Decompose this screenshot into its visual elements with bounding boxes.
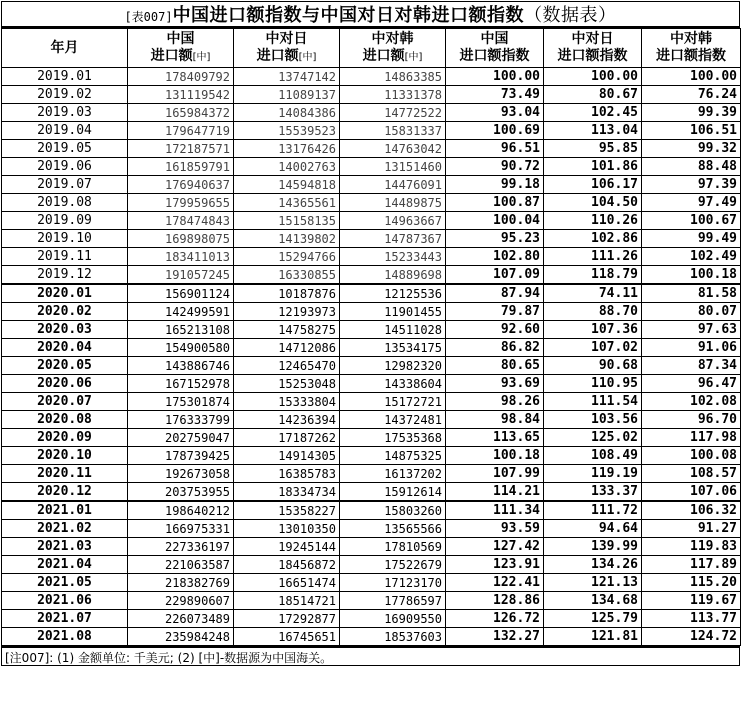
kr-import-value: 14963667 (340, 212, 446, 230)
jp-index-value: 111.72 (544, 501, 642, 520)
row-date: 2021.02 (2, 520, 128, 538)
table-row (2, 610, 741, 628)
cn-index-value: 132.27 (446, 628, 544, 646)
jp-index-value: 94.64 (544, 520, 642, 538)
jp-index-value: 102.45 (544, 104, 642, 122)
jp-index-value: 110.95 (544, 375, 642, 393)
kr-import-value: 14338604 (340, 375, 446, 393)
jp-index-value: 80.67 (544, 86, 642, 104)
jp-index-value: 101.86 (544, 158, 642, 176)
row-date: 2019.01 (2, 68, 128, 86)
row-date: 2020.12 (2, 483, 128, 502)
jp-index-value: 74.11 (544, 284, 642, 303)
jp-index-value: 134.26 (544, 556, 642, 574)
kr-import-value: 11331378 (340, 86, 446, 104)
jp-index-value: 125.02 (544, 429, 642, 447)
cn-import-value: 179647719 (128, 122, 234, 140)
kr-index-value: 80.07 (642, 303, 741, 321)
kr-index-value: 99.32 (642, 140, 741, 158)
row-date: 2021.01 (2, 501, 128, 520)
header-cn-import: 中国 进口额[中] (128, 29, 234, 68)
table-row (2, 194, 741, 212)
jp-import-value: 15158135 (234, 212, 340, 230)
kr-import-value: 17522679 (340, 556, 446, 574)
kr-import-value: 15233443 (340, 248, 446, 266)
table-row (2, 375, 741, 393)
kr-import-value: 13534175 (340, 339, 446, 357)
cn-import-value: 161859791 (128, 158, 234, 176)
kr-import-value: 15803260 (340, 501, 446, 520)
kr-import-value: 12125536 (340, 284, 446, 303)
cn-import-value: 183411013 (128, 248, 234, 266)
table-row (2, 628, 741, 646)
row-date: 2021.03 (2, 538, 128, 556)
kr-import-value: 14787367 (340, 230, 446, 248)
kr-index-value: 99.49 (642, 230, 741, 248)
kr-index-value: 91.27 (642, 520, 741, 538)
table-row (2, 212, 741, 230)
jp-index-value: 118.79 (544, 266, 642, 285)
kr-index-value: 97.63 (642, 321, 741, 339)
row-date: 2020.07 (2, 393, 128, 411)
cn-index-value: 73.49 (446, 86, 544, 104)
jp-index-value: 106.17 (544, 176, 642, 194)
cn-import-value: 169898075 (128, 230, 234, 248)
row-date: 2020.09 (2, 429, 128, 447)
kr-index-value: 100.08 (642, 447, 741, 465)
jp-import-value: 15253048 (234, 375, 340, 393)
kr-import-value: 11901455 (340, 303, 446, 321)
cn-index-value: 93.04 (446, 104, 544, 122)
kr-index-value: 102.49 (642, 248, 741, 266)
footnote: [注007]: (1) 金额单位: 千美元; (2) [中]-数据源为中国海关。 (1, 646, 740, 666)
cn-index-value: 86.82 (446, 339, 544, 357)
cn-index-value: 122.41 (446, 574, 544, 592)
cn-import-value: 192673058 (128, 465, 234, 483)
jp-import-value: 15358227 (234, 501, 340, 520)
table-row (2, 68, 741, 86)
cn-import-value: 227336197 (128, 538, 234, 556)
header-kr-import: 中对韩 进口额[中] (340, 29, 446, 68)
jp-index-value: 95.85 (544, 140, 642, 158)
jp-import-value: 16385783 (234, 465, 340, 483)
table-row (2, 86, 741, 104)
cn-index-value: 113.65 (446, 429, 544, 447)
table-row (2, 556, 741, 574)
table-row (2, 520, 741, 538)
table-row (2, 284, 741, 303)
kr-index-value: 88.48 (642, 158, 741, 176)
row-date: 2019.05 (2, 140, 128, 158)
jp-index-value: 139.99 (544, 538, 642, 556)
table-tag: [表007] (124, 10, 173, 24)
table-row (2, 122, 741, 140)
cn-import-value: 178409792 (128, 68, 234, 86)
cn-index-value: 100.00 (446, 68, 544, 86)
data-sheet (1, 1, 740, 666)
cn-index-value: 127.42 (446, 538, 544, 556)
jp-import-value: 15539523 (234, 122, 340, 140)
cn-import-value: 198640212 (128, 501, 234, 520)
kr-index-value: 97.49 (642, 194, 741, 212)
cn-import-value: 191057245 (128, 266, 234, 285)
cn-import-value: 203753955 (128, 483, 234, 502)
cn-index-value: 90.72 (446, 158, 544, 176)
table-row (2, 429, 741, 447)
row-date: 2019.09 (2, 212, 128, 230)
cn-index-value: 95.23 (446, 230, 544, 248)
row-date: 2020.04 (2, 339, 128, 357)
jp-import-value: 14594818 (234, 176, 340, 194)
kr-index-value: 99.39 (642, 104, 741, 122)
table-row (2, 266, 741, 285)
row-date: 2019.12 (2, 266, 128, 285)
cn-index-value: 100.18 (446, 447, 544, 465)
jp-import-value: 16651474 (234, 574, 340, 592)
jp-index-value: 104.50 (544, 194, 642, 212)
jp-index-value: 113.04 (544, 122, 642, 140)
row-date: 2020.08 (2, 411, 128, 429)
jp-index-value: 88.70 (544, 303, 642, 321)
table-row (2, 176, 741, 194)
table-row (2, 248, 741, 266)
table-row (2, 357, 741, 375)
kr-index-value: 115.20 (642, 574, 741, 592)
jp-index-value: 111.26 (544, 248, 642, 266)
kr-index-value: 107.06 (642, 483, 741, 502)
kr-import-value: 13565566 (340, 520, 446, 538)
cn-index-value: 100.04 (446, 212, 544, 230)
jp-index-value: 111.54 (544, 393, 642, 411)
table-row (2, 140, 741, 158)
header-row (2, 29, 741, 68)
jp-index-value: 119.19 (544, 465, 642, 483)
jp-import-value: 14084386 (234, 104, 340, 122)
kr-index-value: 87.34 (642, 357, 741, 375)
row-date: 2020.11 (2, 465, 128, 483)
kr-import-value: 14875325 (340, 447, 446, 465)
cn-index-value: 93.69 (446, 375, 544, 393)
kr-index-value: 97.39 (642, 176, 741, 194)
kr-index-value: 81.58 (642, 284, 741, 303)
cn-index-value: 128.86 (446, 592, 544, 610)
jp-import-value: 19245144 (234, 538, 340, 556)
kr-index-value: 91.06 (642, 339, 741, 357)
kr-index-value: 117.98 (642, 429, 741, 447)
table-row (2, 230, 741, 248)
jp-import-value: 11089137 (234, 86, 340, 104)
row-date: 2021.08 (2, 628, 128, 646)
cn-index-value: 96.51 (446, 140, 544, 158)
jp-import-value: 14712086 (234, 339, 340, 357)
cn-index-value: 126.72 (446, 610, 544, 628)
kr-import-value: 14772522 (340, 104, 446, 122)
jp-index-value: 110.26 (544, 212, 642, 230)
cn-import-value: 176333799 (128, 411, 234, 429)
kr-import-value: 14863385 (340, 68, 446, 86)
cn-index-value: 123.91 (446, 556, 544, 574)
cn-import-value: 165984372 (128, 104, 234, 122)
kr-index-value: 119.83 (642, 538, 741, 556)
jp-index-value: 90.68 (544, 357, 642, 375)
jp-import-value: 12465470 (234, 357, 340, 375)
jp-import-value: 17292877 (234, 610, 340, 628)
jp-import-value: 16330855 (234, 266, 340, 285)
kr-index-value: 106.51 (642, 122, 741, 140)
table-title-main: 中国进口额指数与中国对日对韩进口额指数 (172, 5, 525, 26)
jp-import-value: 14758275 (234, 321, 340, 339)
table-row (2, 483, 741, 502)
cn-import-value: 172187571 (128, 140, 234, 158)
kr-import-value: 18537603 (340, 628, 446, 646)
cn-import-value: 218382769 (128, 574, 234, 592)
jp-import-value: 15333804 (234, 393, 340, 411)
cn-index-value: 114.21 (446, 483, 544, 502)
kr-import-value: 17786597 (340, 592, 446, 610)
row-date: 2019.10 (2, 230, 128, 248)
kr-index-value: 76.24 (642, 86, 741, 104)
cn-index-value: 99.18 (446, 176, 544, 194)
kr-index-value: 113.77 (642, 610, 741, 628)
jp-import-value: 12193973 (234, 303, 340, 321)
kr-import-value: 14889698 (340, 266, 446, 285)
row-date: 2021.06 (2, 592, 128, 610)
cn-import-value: 176940637 (128, 176, 234, 194)
cn-import-value: 235984248 (128, 628, 234, 646)
row-date: 2021.07 (2, 610, 128, 628)
row-date: 2019.08 (2, 194, 128, 212)
cn-import-value: 229890607 (128, 592, 234, 610)
cn-index-value: 98.84 (446, 411, 544, 429)
kr-import-value: 13151460 (340, 158, 446, 176)
cn-import-value: 179959655 (128, 194, 234, 212)
row-date: 2019.02 (2, 86, 128, 104)
cn-index-value: 79.87 (446, 303, 544, 321)
cn-import-value: 142499591 (128, 303, 234, 321)
kr-import-value: 17123170 (340, 574, 446, 592)
table-row (2, 158, 741, 176)
row-date: 2019.06 (2, 158, 128, 176)
row-date: 2021.05 (2, 574, 128, 592)
kr-import-value: 15172721 (340, 393, 446, 411)
jp-index-value: 121.81 (544, 628, 642, 646)
jp-index-value: 121.13 (544, 574, 642, 592)
kr-index-value: 100.00 (642, 68, 741, 86)
cn-import-value: 156901124 (128, 284, 234, 303)
cn-import-value: 221063587 (128, 556, 234, 574)
cn-import-value: 166975331 (128, 520, 234, 538)
row-date: 2021.04 (2, 556, 128, 574)
kr-import-value: 14372481 (340, 411, 446, 429)
cn-index-value: 102.80 (446, 248, 544, 266)
jp-import-value: 15294766 (234, 248, 340, 266)
jp-import-value: 13747142 (234, 68, 340, 86)
kr-import-value: 15831337 (340, 122, 446, 140)
cn-index-value: 80.65 (446, 357, 544, 375)
row-date: 2020.02 (2, 303, 128, 321)
kr-index-value: 124.72 (642, 628, 741, 646)
row-date: 2019.03 (2, 104, 128, 122)
jp-import-value: 13010350 (234, 520, 340, 538)
jp-index-value: 102.86 (544, 230, 642, 248)
table-row (2, 104, 741, 122)
kr-index-value: 119.67 (642, 592, 741, 610)
table-row (2, 321, 741, 339)
kr-index-value: 117.89 (642, 556, 741, 574)
jp-index-value: 125.79 (544, 610, 642, 628)
kr-index-value: 106.32 (642, 501, 741, 520)
jp-import-value: 14365561 (234, 194, 340, 212)
cn-import-value: 178474843 (128, 212, 234, 230)
header-jp-index: 中对日 进口额指数 (544, 29, 642, 68)
table-row (2, 538, 741, 556)
kr-index-value: 100.67 (642, 212, 741, 230)
kr-import-value: 16909550 (340, 610, 446, 628)
jp-index-value: 107.36 (544, 321, 642, 339)
cn-index-value: 92.60 (446, 321, 544, 339)
jp-index-value: 134.68 (544, 592, 642, 610)
cn-import-value: 154900580 (128, 339, 234, 357)
kr-import-value: 17810569 (340, 538, 446, 556)
jp-index-value: 103.56 (544, 411, 642, 429)
kr-index-value: 100.18 (642, 266, 741, 285)
row-date: 2019.04 (2, 122, 128, 140)
kr-import-value: 16137202 (340, 465, 446, 483)
kr-index-value: 96.47 (642, 375, 741, 393)
jp-import-value: 10187876 (234, 284, 340, 303)
jp-import-value: 14139802 (234, 230, 340, 248)
jp-index-value: 108.49 (544, 447, 642, 465)
jp-import-value: 18456872 (234, 556, 340, 574)
header-kr-index: 中对韩 进口额指数 (642, 29, 741, 68)
kr-import-value: 12982320 (340, 357, 446, 375)
table-row (2, 393, 741, 411)
kr-index-value: 96.70 (642, 411, 741, 429)
kr-index-value: 108.57 (642, 465, 741, 483)
kr-import-value: 14476091 (340, 176, 446, 194)
row-date: 2020.03 (2, 321, 128, 339)
row-date: 2020.10 (2, 447, 128, 465)
jp-index-value: 100.00 (544, 68, 642, 86)
jp-import-value: 14002763 (234, 158, 340, 176)
table-body (2, 68, 741, 646)
cn-index-value: 87.94 (446, 284, 544, 303)
cn-import-value: 202759047 (128, 429, 234, 447)
cn-import-value: 178739425 (128, 447, 234, 465)
cn-import-value: 131119542 (128, 86, 234, 104)
jp-import-value: 18514721 (234, 592, 340, 610)
table-row (2, 574, 741, 592)
cn-index-value: 100.69 (446, 122, 544, 140)
kr-import-value: 14489875 (340, 194, 446, 212)
cn-index-value: 100.87 (446, 194, 544, 212)
cn-index-value: 93.59 (446, 520, 544, 538)
header-cn-index: 中国 进口额指数 (446, 29, 544, 68)
cn-import-value: 165213108 (128, 321, 234, 339)
kr-import-value: 14511028 (340, 321, 446, 339)
jp-import-value: 13176426 (234, 140, 340, 158)
cn-import-value: 226073489 (128, 610, 234, 628)
jp-import-value: 18334734 (234, 483, 340, 502)
table-row (2, 339, 741, 357)
kr-index-value: 102.08 (642, 393, 741, 411)
header-jp-import: 中对日 进口额[中] (234, 29, 340, 68)
cn-import-value: 175301874 (128, 393, 234, 411)
kr-import-value: 15912614 (340, 483, 446, 502)
row-date: 2020.05 (2, 357, 128, 375)
row-date: 2020.01 (2, 284, 128, 303)
jp-index-value: 133.37 (544, 483, 642, 502)
header-date: 年月 (2, 29, 128, 68)
cn-import-value: 143886746 (128, 357, 234, 375)
jp-index-value: 107.02 (544, 339, 642, 357)
jp-import-value: 16745651 (234, 628, 340, 646)
jp-import-value: 14236394 (234, 411, 340, 429)
cn-index-value: 107.09 (446, 266, 544, 285)
jp-import-value: 17187262 (234, 429, 340, 447)
cn-import-value: 167152978 (128, 375, 234, 393)
kr-import-value: 17535368 (340, 429, 446, 447)
row-date: 2019.11 (2, 248, 128, 266)
table-row (2, 411, 741, 429)
table-title (1, 1, 740, 28)
table-row (2, 465, 741, 483)
table-row (2, 447, 741, 465)
data-table (1, 28, 741, 646)
row-date: 2020.06 (2, 375, 128, 393)
row-date: 2019.07 (2, 176, 128, 194)
table-row (2, 501, 741, 520)
kr-import-value: 14763042 (340, 140, 446, 158)
table-title-sub: （数据表） (524, 5, 617, 26)
cn-index-value: 107.99 (446, 465, 544, 483)
table-row (2, 592, 741, 610)
table-row (2, 303, 741, 321)
cn-index-value: 111.34 (446, 501, 544, 520)
cn-index-value: 98.26 (446, 393, 544, 411)
jp-import-value: 14914305 (234, 447, 340, 465)
